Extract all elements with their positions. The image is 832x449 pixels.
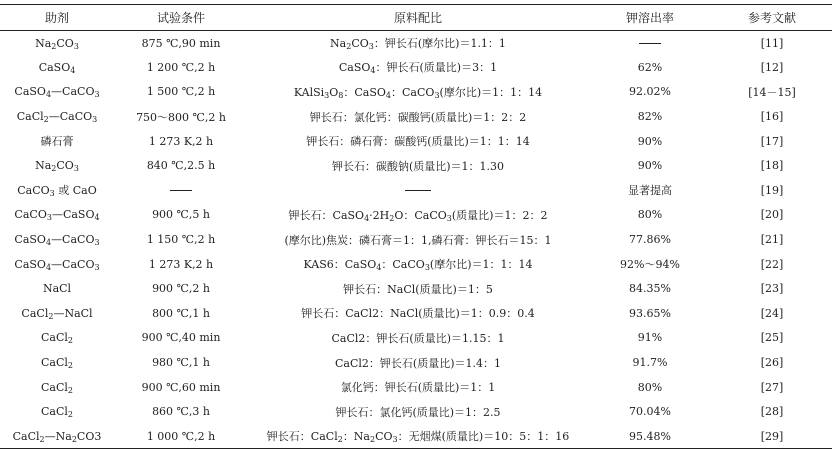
leach-rate-cell: 62% [637, 60, 663, 74]
additive-cell [0, 252, 114, 277]
cell-text: 钾长石：氯化钙(质量比)＝1：2.5 [335, 405, 501, 419]
condition-cell: 1 150 ℃,2 h [146, 233, 216, 247]
additive-cell [0, 129, 114, 154]
ratio-cell [248, 153, 588, 178]
subscript-text: 2 [48, 311, 54, 321]
subscript-text: 4 [45, 262, 52, 272]
ratio-cell [248, 203, 588, 228]
ratio-cell [248, 276, 588, 301]
cell-text: NaCl [42, 282, 72, 296]
cell-text: (摩尔比)＝1：1：14 [439, 85, 543, 99]
cell-text: 钾长石：碳酸钠(质量比)＝1：1.30 [331, 159, 505, 173]
cell-text: O [329, 85, 339, 99]
cell-text: Na [35, 159, 52, 173]
table-row [0, 276, 832, 301]
ratio-cell [248, 80, 588, 105]
cell-text: ：钾长石(质量比)＝3：1 [375, 61, 498, 75]
subscript-text: 2 [346, 42, 352, 52]
cell-text: CaCl [12, 429, 40, 443]
cell-text: Na [330, 37, 347, 51]
cell-text: —CaCO [48, 110, 93, 124]
leach-rate-cell: 95.48% [588, 424, 712, 449]
subscript-text: 8 [338, 90, 344, 100]
cell-text: —Na [44, 429, 72, 443]
table-row [0, 129, 832, 154]
subscript-text: 2 [67, 361, 73, 371]
leach-rate-cell: 93.65% [629, 306, 671, 320]
subscript-text: 4 [385, 90, 392, 100]
leach-rate-cell: 80% [637, 208, 663, 222]
cell-text: 钾长石：CaCl [266, 430, 338, 444]
cell-text: 钾长石：NaCl(质量比)＝1：5 [343, 282, 493, 296]
cell-text: (质量比)＝1：2：2 [451, 208, 548, 222]
additive-cell [0, 399, 114, 424]
empty-dash [639, 43, 661, 44]
subscript-text: 3 [368, 42, 374, 52]
table-row [0, 104, 832, 129]
cell-text: 或 CaO [54, 184, 97, 198]
subscript-text: 2 [370, 435, 376, 445]
header-condition: 试验条件 [114, 5, 248, 31]
subscript-text: 4 [70, 65, 76, 75]
cell-text: CaSO [338, 61, 371, 75]
table-row [0, 153, 832, 178]
leach-rate-cell: 80% [637, 380, 663, 394]
cell-text: CaSO [38, 60, 71, 74]
additive-cell [0, 55, 114, 80]
subscript-text: 2 [67, 385, 73, 395]
ratio-cell [248, 178, 588, 203]
cell-text: CaCO [14, 208, 47, 222]
condition-cell: 1 500 ℃,2 h [146, 85, 216, 99]
empty-dash [170, 190, 192, 191]
cell-text: CaCl2：钾长石(质量比)＝1.15：1 [331, 331, 505, 345]
ratio-cell [248, 104, 588, 129]
subscript-text: 3 [92, 115, 98, 125]
cell-text: 钾长石：氯化钙：碳酸钙(质量比)＝1：2：2 [309, 110, 527, 124]
condition-cell: 1 273 K,2 h [148, 257, 214, 271]
cell-text: CaSO [14, 257, 46, 271]
table-row [0, 80, 832, 105]
table-body [0, 31, 832, 449]
subscript-text: 3 [94, 238, 100, 248]
cell-text: —CaCO [51, 85, 95, 99]
leach-rate-cell: 92%～94% [620, 258, 680, 272]
subscript-text: 3 [434, 90, 440, 100]
ratio-cell [248, 375, 588, 400]
reference-cell: [25] [760, 331, 784, 345]
header-reference: 参考文献 [712, 5, 832, 31]
condition-cell: 860 ℃,3 h [152, 405, 210, 419]
cell-text: KAS6：CaSO [303, 258, 377, 272]
subscript-text: 4 [376, 263, 382, 273]
table-row [0, 252, 832, 277]
subscript-text: 4 [45, 90, 52, 100]
cell-text: —CaSO [51, 208, 95, 222]
condition-cell: 875 ℃,90 min [141, 36, 221, 50]
cell-text: CaCl [40, 380, 68, 394]
condition-cell: 1 200 ℃,2 h [146, 60, 216, 74]
subscript-text: 2 [389, 213, 395, 223]
condition-cell [114, 178, 248, 203]
leach-rate-cell: 70.04% [629, 405, 671, 419]
cell-text: —NaCl [53, 306, 93, 320]
cell-text: (摩尔比)焦炭：磷石膏＝1：1,磷石膏：钾长石＝15：1 [284, 233, 552, 247]
additive-cell [0, 276, 114, 301]
table-row [0, 301, 832, 326]
cell-text: ：CaSO [343, 85, 386, 99]
table-row [0, 227, 832, 252]
table-row [0, 203, 832, 228]
subscript-text: 4 [45, 238, 52, 248]
leach-rate-cell: 92.02% [629, 85, 671, 99]
potassium-leaching-table [0, 4, 832, 449]
reference-cell: [17] [760, 134, 784, 148]
ratio-cell [248, 350, 588, 375]
reference-cell: [16] [760, 110, 784, 124]
subscript-text: 3 [446, 213, 452, 223]
additive-cell [0, 350, 114, 375]
cell-text: CaCO [17, 184, 50, 198]
cell-text: —CaCO [51, 257, 95, 271]
subscript-text: 3 [46, 213, 52, 223]
additive-cell [0, 203, 114, 228]
header-additive: 助剂 [0, 5, 114, 31]
subscript-text: 3 [49, 189, 55, 199]
cell-text: ：无烟煤(质量比)＝10：5：1：16 [397, 430, 570, 444]
leach-rate-cell: 显著提高 [628, 184, 672, 198]
additive-cell [0, 153, 114, 178]
subscript-text: 2 [51, 41, 57, 51]
subscript-text: 4 [94, 213, 100, 223]
subscript-text: 3 [73, 164, 79, 174]
reference-cell: [27] [760, 380, 784, 394]
header-ratio: 原料配比 [248, 5, 588, 31]
reference-cell: [28] [760, 405, 784, 419]
reference-cell: [20] [760, 208, 784, 222]
subscript-text: 3 [392, 435, 398, 445]
ratio-cell [248, 301, 588, 326]
subscript-text: 2 [51, 164, 57, 174]
cell-text: CaCl [21, 306, 49, 320]
condition-cell: 840 ℃,2.5 h [146, 159, 216, 173]
ratio-cell [248, 227, 588, 252]
cell-text: CaSO [14, 85, 46, 99]
cell-text: (摩尔比)＝1：1：14 [429, 258, 533, 272]
ratio-cell [248, 326, 588, 351]
table-row [0, 350, 832, 375]
cell-text: ：钾长石(摩尔比)＝1.1：1 [373, 37, 506, 51]
table-row [0, 326, 832, 351]
condition-cell: 980 ℃,1 h [152, 356, 210, 370]
leach-rate-cell: 82% [637, 110, 663, 124]
subscript-text: 3 [324, 90, 330, 100]
leach-rate-cell: 91% [637, 331, 663, 345]
cell-text: CaCl [40, 331, 68, 345]
leach-rate-cell: 84.35% [629, 282, 671, 296]
condition-cell: 900 ℃,40 min [141, 331, 221, 345]
empty-dash [405, 190, 431, 191]
condition-cell: 1 000 ℃,2 h [114, 424, 248, 449]
table-row [0, 178, 832, 203]
cell-text: 钾长石：CaSO [288, 208, 365, 222]
ratio-cell [248, 129, 588, 154]
leach-rate-cell: 91.7% [632, 356, 668, 370]
subscript-text: 3 [424, 263, 430, 273]
cell-text: O：CaCO [394, 208, 447, 222]
subscript-text: 4 [370, 66, 376, 76]
cell-text: CaCl [40, 356, 68, 370]
condition-cell: 900 ℃,60 min [141, 380, 221, 394]
cell-text: Na [35, 36, 52, 50]
cell-text: 钾长石：磷石膏：碳酸钙(质量比)＝1：1：14 [306, 135, 530, 149]
additive-cell [0, 178, 114, 203]
cell-text: CO [56, 159, 74, 173]
leach-rate-cell: 77.86% [629, 233, 671, 247]
header-leach-rate: 钾溶出率 [588, 5, 712, 31]
table-row [0, 375, 832, 400]
additive-cell [0, 31, 114, 56]
cell-text: CO [375, 430, 393, 444]
subscript-text: 3 [73, 41, 79, 51]
cell-text: 氯化钙：钾长石(质量比)＝1：1 [340, 381, 496, 395]
ratio-cell [248, 31, 588, 56]
table-row [0, 55, 832, 80]
reference-cell: [21] [760, 233, 784, 247]
condition-cell: 1 273 K,2 h [148, 134, 214, 148]
cell-text: 磷石膏 [40, 135, 74, 149]
leach-rate-cell: 90% [637, 159, 663, 173]
reference-cell: [29] [712, 424, 832, 449]
cell-text: ：Na [342, 430, 370, 444]
reference-cell: [14－15] [748, 85, 796, 99]
subscript-text: 2 [39, 434, 45, 444]
subscript-text: 3 [94, 262, 100, 272]
cell-text: CaSO [14, 233, 46, 247]
cell-text: ·2H [369, 208, 390, 222]
condition-cell: 750～800 ℃,2 h [136, 110, 226, 124]
cell-text: ：CaCO [391, 85, 435, 99]
subscript-text: 2 [67, 410, 73, 420]
reference-cell: [11] [760, 36, 784, 50]
additive-cell [0, 326, 114, 351]
condition-cell: 800 ℃,1 h [152, 306, 210, 320]
cell-text: —CaCO [51, 233, 95, 247]
subscript-text: 2 [43, 115, 49, 125]
cell-text: KAlSi [293, 85, 325, 99]
ratio-cell [248, 252, 588, 277]
header-row [0, 5, 832, 31]
table-row [0, 31, 832, 56]
cell-text: CaCl2：钾长石(质量比)＝1.4：1 [335, 356, 501, 370]
additive-cell [0, 80, 114, 105]
cell-text: CO [56, 36, 74, 50]
additive-cell [0, 375, 114, 400]
ratio-cell [248, 55, 588, 80]
cell-text: 钾长石：CaCl2：NaCl(质量比)＝1：0.9：0.4 [301, 307, 535, 321]
subscript-text: 2 [71, 434, 77, 444]
reference-cell: [18] [760, 159, 784, 173]
subscript-text: 2 [337, 435, 343, 445]
subscript-text: 4 [364, 213, 370, 223]
subscript-text: 2 [67, 336, 73, 346]
table-header [0, 5, 832, 31]
leach-rate-cell [588, 31, 712, 56]
reference-cell: [26] [760, 356, 784, 370]
cell-text: CaCl [40, 405, 68, 419]
additive-cell [0, 227, 114, 252]
cell-text: ：CaCO [381, 258, 425, 272]
additive-cell [0, 104, 114, 129]
cell-text: CaCl [16, 110, 44, 124]
condition-cell: 900 ℃,2 h [152, 282, 210, 296]
reference-cell: [19] [760, 183, 784, 197]
reference-cell: [23] [760, 282, 784, 296]
reference-cell: [24] [760, 306, 784, 320]
cell-text: CO [351, 37, 369, 51]
cell-text: CO3 [76, 429, 102, 443]
reference-cell: [12] [760, 60, 784, 74]
reference-cell: [22] [760, 257, 784, 271]
subscript-text: 3 [94, 90, 100, 100]
condition-cell: 900 ℃,5 h [152, 208, 210, 222]
ratio-cell [248, 399, 588, 424]
table-row [0, 399, 832, 424]
leach-rate-cell: 90% [637, 134, 663, 148]
additive-cell [0, 301, 114, 326]
